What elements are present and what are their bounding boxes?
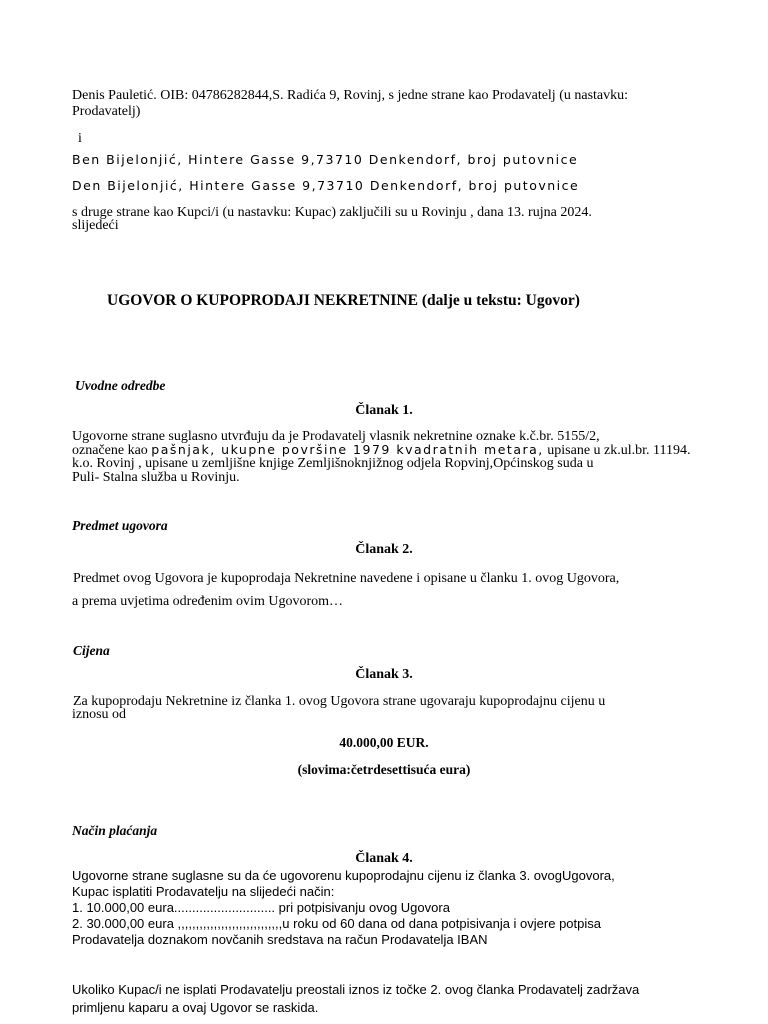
parties-closing-line-1: s druge strane kao Kupci/i (u nastavku: Kupac) zaključili su u Rovinju , dana 13. rujna 2024. <box>72 205 592 220</box>
seller-line-2: Prodavatelj) <box>72 104 141 119</box>
price-amount: 40.000,00 EUR. <box>339 735 429 750</box>
article-3-line-2: iznosu od <box>72 707 127 722</box>
article-3-heading: Članak 3. <box>355 667 413 682</box>
buyer-2: Den Bijelonjić, Hintere Gasse 9,73710 Denkendorf, broj putovnice <box>72 178 580 193</box>
article-1-line-1: Ugovorne strane suglasno utvrđuju da je Prodavatelj vlasnik nekretnine oznake k.č.br. 5155/2, <box>72 429 600 444</box>
article-3-line-1: Za kupoprodaju Nekretnine iz članka 1. ovog Ugovora strane ugovaraju kupoprodajnu cijenu u <box>73 694 606 709</box>
article-2-line-1: Predmet ovog Ugovora je kupoprodaja Nekretnine navedene i opisane u članku 1. ovog Ugovora, <box>73 571 620 586</box>
article-1-heading: Članak 1. <box>355 403 413 418</box>
section-heading-price: Cijena <box>73 643 110 658</box>
article-4-line-3: Prodavatelja doznakom novčanih sredstava na račun Prodavatelja IBAN <box>72 932 488 947</box>
conjunction-i: i <box>78 131 82 146</box>
article-4-heading: Članak 4. <box>355 851 413 866</box>
contract-title: UGOVOR O KUPOPRODAJI NEKRETNINE (dalje u tekstu: Ugovor) <box>107 292 580 309</box>
article-2-heading: Članak 2. <box>355 542 413 557</box>
article-4-line-5: primljenu kaparu a ovaj Ugovor se raskida. <box>72 1000 319 1015</box>
article-4-line-4: Ukoliko Kupac/i ne isplati Prodavatelju preostali iznos iz točke 2. ovog članka Prodavatelj zadržava <box>72 982 640 997</box>
payment-item-2: 2. 30.000,00 eura ,,,,,,,,,,,,,,,,,,,,,,,,,,,,,u roku od 60 dana od dana potpisivanja i ovjere potpisa <box>72 916 602 931</box>
section-heading-introduction: Uvodne odredbe <box>75 378 166 393</box>
article-1-line-3: k.o. Rovinj , upisane u zemljišne knjige Zemljišnoknjižnog odjela Ropvinj,Općinskog suda u <box>72 456 594 471</box>
section-heading-payment: Način plaćanja <box>72 823 158 838</box>
price-in-words: (slovima:četrdesettisuća eura) <box>297 762 471 777</box>
article-4-line-1: Ugovorne strane suglasne su da će ugovorenu kupoprodajnu cijenu iz članka 3. ovogUgovora, <box>72 868 615 883</box>
seller-line-1: Denis Pauletić. OIB: 04786282844,S. Radića 9, Rovinj, s jedne strane kao Prodavatelj (u nastavku: <box>72 88 629 103</box>
article-2-line-2: a prema uvjetima određenim ovim Ugovorom… <box>72 594 343 609</box>
article-4-line-2: Kupac isplatiti Prodavatelju na slijedeći način: <box>72 884 335 899</box>
parties-closing-line-2: slijedeći <box>72 218 119 233</box>
article-1-line-2: označene kao pašnjak, ukupne površine 1979 kvadratnih metara, upisane u zk.ul.br. 11194. <box>72 442 691 458</box>
buyer-1: Ben Bijelonjić, Hintere Gasse 9,73710 Denkendorf, broj putovnice <box>72 152 579 167</box>
payment-item-1: 1. 10.000,00 eura............................ pri potpisivanju ovog Ugovora <box>72 900 450 915</box>
section-heading-subject: Predmet ugovora <box>72 518 168 533</box>
article-1-line-4: Puli- Stalna služba u Rovinju. <box>72 470 240 485</box>
